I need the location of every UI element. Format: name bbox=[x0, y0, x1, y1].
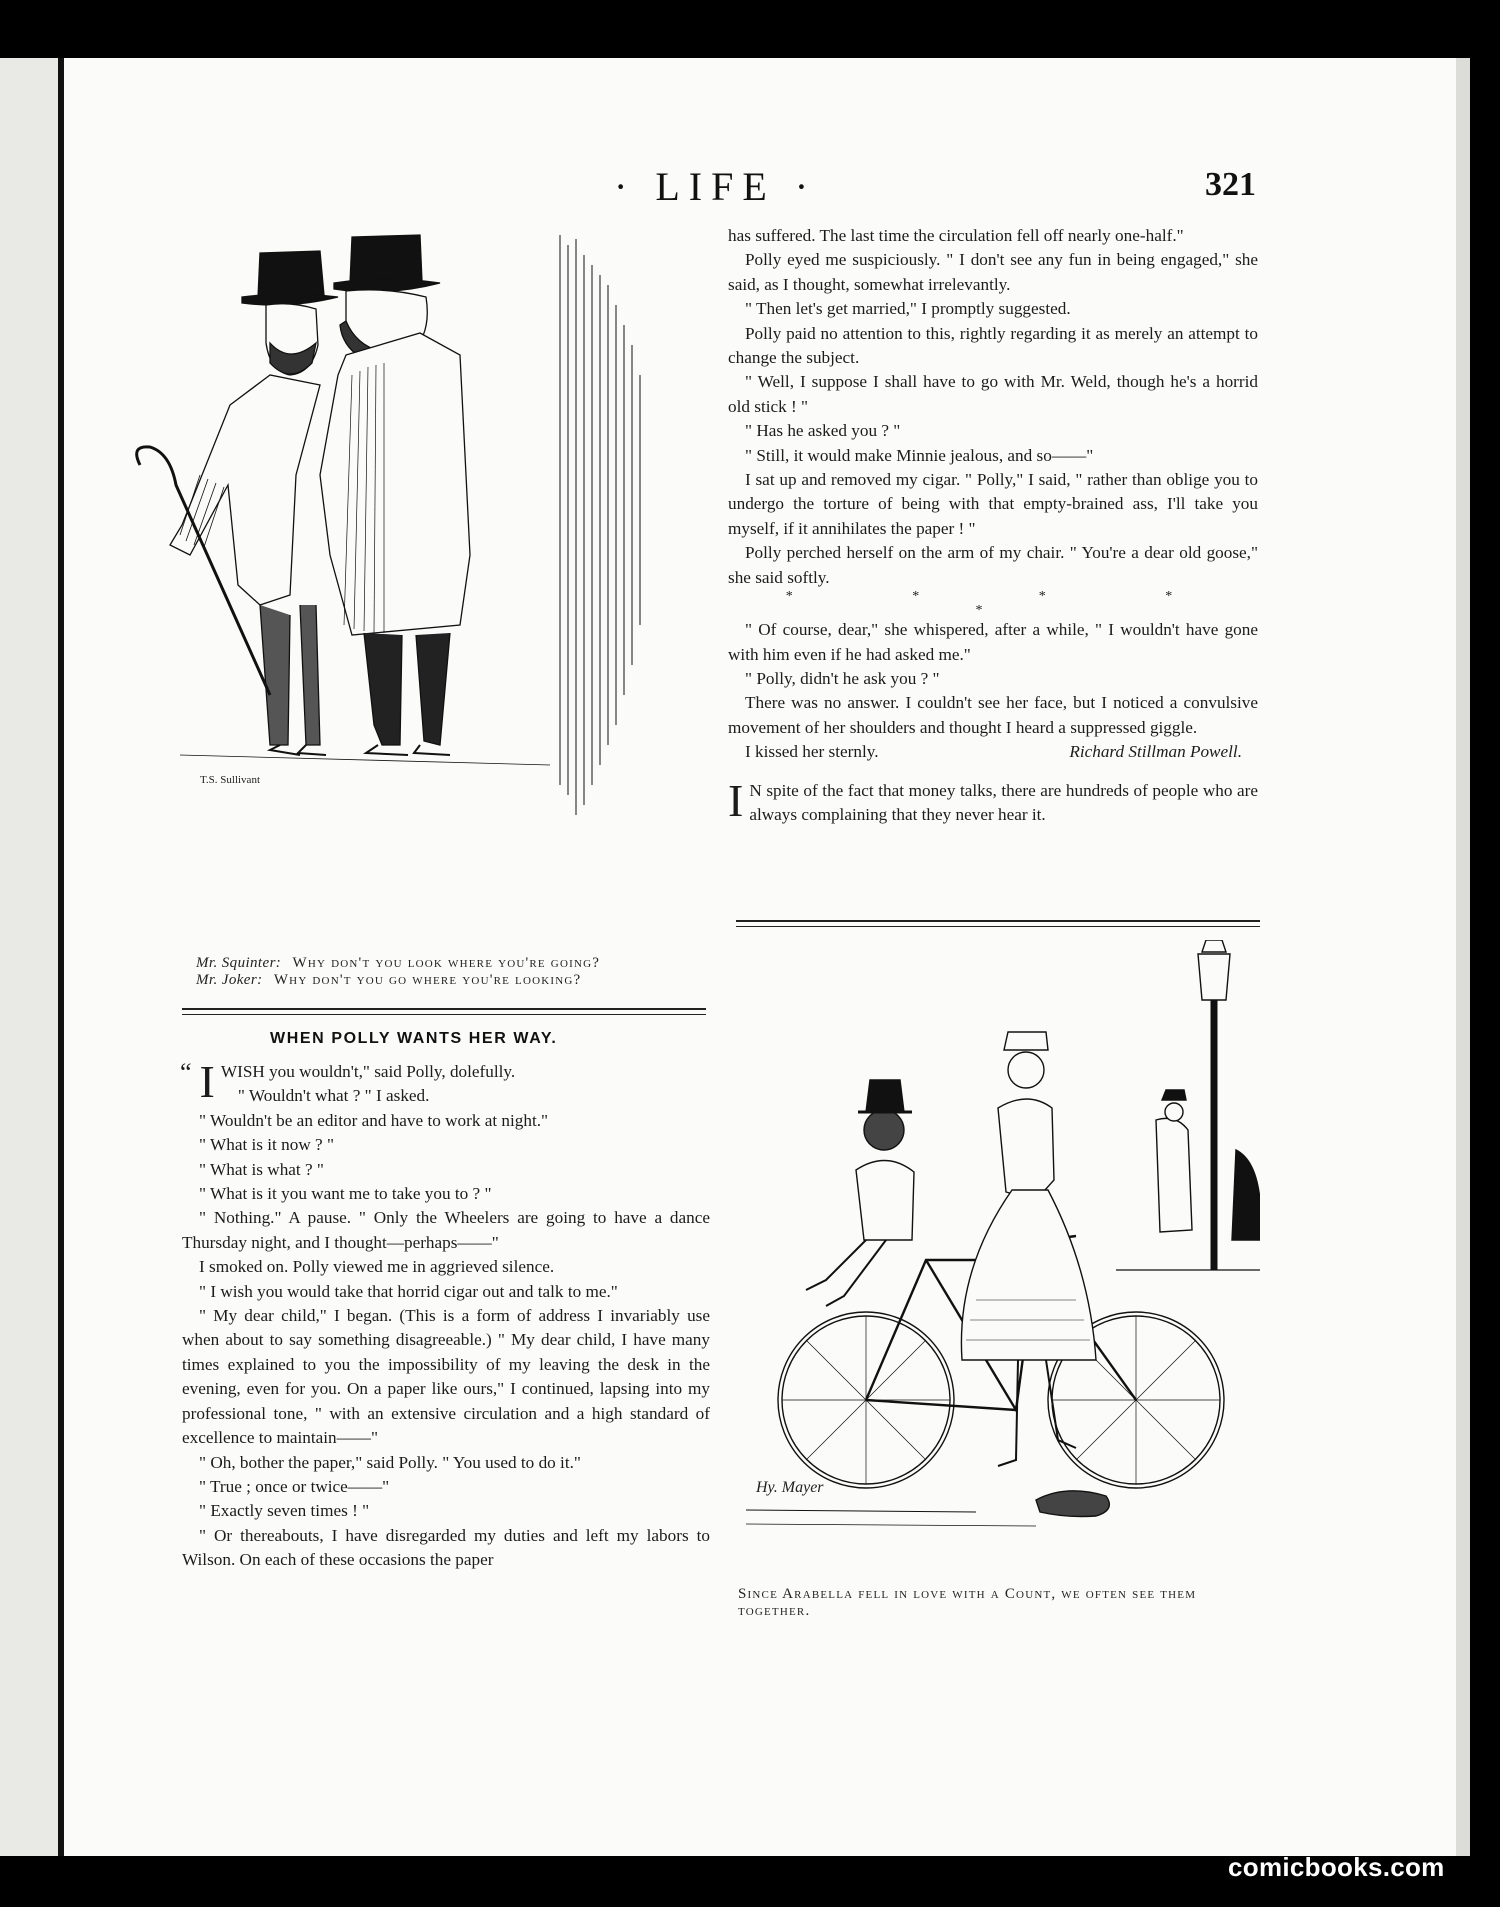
story-last-line: I kissed her sternly. bbox=[745, 742, 879, 762]
cartoon2-caption bbox=[738, 1586, 1268, 1620]
story-paragraph: " Polly, didn't he ask you ? " bbox=[745, 668, 940, 688]
story-paragraph: " What is it now ? " bbox=[199, 1135, 334, 1155]
cartoon-two-gentlemen bbox=[120, 225, 710, 935]
story-closing-line bbox=[728, 740, 1258, 764]
artist-signature-sullivant: T.S. Sullivant bbox=[200, 774, 260, 786]
story-paragraph: " Then let's get married," I promptly suggested. bbox=[745, 299, 1071, 319]
divider-rule-left-bottom bbox=[182, 1014, 706, 1015]
background-hatching bbox=[560, 235, 640, 815]
story-paragraph-opening: “ I WISH you wouldn't," said Polly, dolefully. bbox=[180, 1056, 516, 1107]
story-paragraph: " True ; once or twice——" bbox=[199, 1476, 390, 1496]
filler-paragraph bbox=[728, 774, 1258, 828]
story-author: Richard Stillman Powell. bbox=[1069, 742, 1242, 762]
caption-speaker-2: Mr. Joker: bbox=[196, 972, 263, 988]
story-paragraph: " Wouldn't what ? " I asked. bbox=[237, 1086, 430, 1106]
page-number: 321 bbox=[1205, 166, 1256, 203]
section-break-stars: * * * * * bbox=[785, 589, 1231, 619]
divider-rule-left-top bbox=[182, 1008, 706, 1010]
story-paragraph: Polly eyed me suspiciously. " I don't see any fun in being engaged," she said, as I thought, somewhat irrelevantly. bbox=[728, 250, 1258, 294]
artist-signature-mayer: Hy. Mayer bbox=[756, 1479, 824, 1496]
caption-line-2 bbox=[196, 972, 716, 989]
story-left-column bbox=[180, 1056, 710, 1573]
story-right-column bbox=[728, 224, 1258, 827]
site-watermark: comicbooks.com bbox=[1228, 1852, 1445, 1882]
caption-line-1 bbox=[196, 955, 716, 972]
caption-text-2: Why don't you go where you're looking? bbox=[273, 972, 582, 988]
story-dropcap: I bbox=[199, 1056, 215, 1107]
story-paragraph: I sat up and removed my cigar. " Polly," I said, " rather than oblige you to undergo the torture of being with that empty-brained ass, I'll take you myself, if it annihilates the paper ! " bbox=[728, 470, 1258, 538]
story-paragraph-continued: has suffered. The last time the circulation fell off nearly one-half." bbox=[728, 226, 1184, 245]
story-paragraph: " Oh, bother the paper," said Polly. " You used to do it." bbox=[199, 1452, 581, 1472]
magazine-title: · LIFE · bbox=[614, 164, 818, 209]
story-paragraph: I smoked on. Polly viewed me in aggrieved silence. bbox=[199, 1257, 555, 1277]
story-paragraph: " My dear child," I began. (This is a form of address I invariably use when about to say something disagreeable.) " My dear child, I have many times explained to you the impossibility of my leaving the desk in the evening, even for you. On a paper like ours," I continued, lapsing into my professional tone, " with an extensive circulation and a high standard of excellence to maintain——" bbox=[182, 1306, 710, 1448]
divider-rule-right-bottom bbox=[736, 926, 1260, 927]
caption-speaker-1: Mr. Squinter: bbox=[196, 955, 282, 971]
divider-rule-right-top bbox=[736, 920, 1260, 922]
story-paragraph: Polly perched herself on the arm of my chair. " You're a dear old goose," she said softly. bbox=[728, 543, 1258, 587]
opening-quote: “ bbox=[180, 1058, 192, 1087]
cartoon2-caption-text: Since Arabella fell in love with a Count, we often see them together. bbox=[738, 1586, 1197, 1619]
story-title: WHEN POLLY WANTS HER WAY. bbox=[270, 1030, 558, 1047]
story-paragraph: " What is what ? " bbox=[199, 1159, 324, 1179]
filler-text: N spite of the fact that money talks, there are hundreds of people who are always complaining that they never hear it. bbox=[749, 780, 1258, 824]
story-paragraph: There was no answer. I couldn't see her face, but I noticed a convulsive movement of her shoulders and thought I heard a suppressed giggle. bbox=[728, 693, 1258, 737]
story-paragraph: " Still, it would make Minnie jealous, and so——" bbox=[745, 445, 1094, 465]
cartoon1-caption bbox=[196, 955, 716, 989]
cartoon-bicycle-couple bbox=[736, 940, 1260, 1560]
story-paragraph: " Wouldn't be an editor and have to work at night." bbox=[199, 1110, 549, 1130]
filler-dropcap: I bbox=[728, 774, 744, 826]
right-page-edge bbox=[1456, 58, 1470, 1856]
story-paragraph: " Has he asked you ? " bbox=[745, 421, 901, 441]
story-paragraph: " Or thereabouts, I have disregarded my duties and left my labors to Wilson. On each of these occasions the paper bbox=[182, 1525, 710, 1570]
story-paragraph: " Of course, dear," she whispered, after a while, " I wouldn't have gone with him even if he had asked me." bbox=[728, 620, 1258, 664]
story-paragraph: Polly paid no attention to this, rightly regarding it as merely an attempt to change the subject. bbox=[728, 323, 1258, 368]
left-page-edge bbox=[0, 58, 58, 1856]
story-paragraph: " What is it you want me to take you to ? " bbox=[199, 1184, 492, 1204]
story-paragraph: " Exactly seven times ! " bbox=[199, 1501, 370, 1521]
bicycle-illustration bbox=[736, 940, 1260, 1560]
story-paragraph: " Well, I suppose I shall have to go with Mr. Weld, though he's a horrid old stick ! " bbox=[728, 372, 1258, 416]
caption-text-1: Why don't you look where you're going? bbox=[292, 955, 601, 971]
gentlemen-illustration bbox=[120, 225, 710, 935]
story-paragraph: " Nothing." A pause. " Only the Wheelers are going to have a dance Thursday night, and I thought—perhaps——" bbox=[182, 1208, 710, 1252]
story-paragraph: " I wish you would take that horrid cigar out and talk to me." bbox=[199, 1281, 618, 1301]
